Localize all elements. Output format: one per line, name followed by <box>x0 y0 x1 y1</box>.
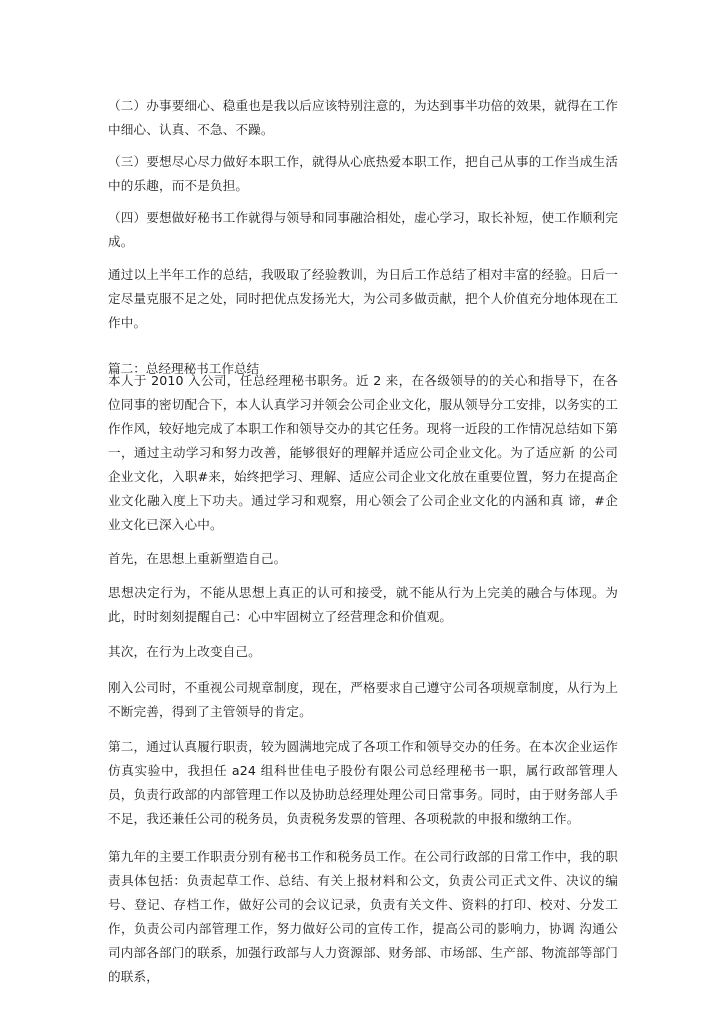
paragraph-point-two: （二）办事要细心、稳重也是我以后应该特别注意的，为达到事半功倍的效果，就得在工作中细心、认真、不急、不躁。 <box>108 98 618 137</box>
section-title: 篇二：总经理秘书工作总结 <box>108 361 260 376</box>
paragraph-responsibilities: 第九年的主要工作职责分别有秘书工作和税务员工作。在公司行政部的日常工作中，我的职责具体包括：负责起草工作、总结、有关上报材料和公文，负责公司正式文件、决议的编号、登记、存档工作，做好公司的会议记录，负责有关文件、资料的打印、校对、分发工作，负责公司内部管理工作，努力做好公司的宣传工作，提高公司的影响力，协调 沟通公司内部各部门的联系，加强行政部与人力资源部、财务部、市场部、生产部、物流部等部门的联系， <box>108 849 618 984</box>
paragraph-second-point: 其次，在行为上改变自己。 <box>108 644 261 659</box>
paragraph-rules: 刚入公司时，不重视公司规章制度，现在，严格要求自己遵守公司各项规章制度，从行为上不断完善，得到了主管领导的肯定。 <box>108 680 618 719</box>
paragraph-thought-behavior: 思想决定行为，不能从思想上真正的认可和接受，就不能从行为上完美的融合与体现。为此，时时刻刻提醒自己：心中牢固树立了经营理念和价值观。 <box>108 585 618 624</box>
paragraph-first-point: 首先，在思想上重新塑造自己。 <box>108 551 287 566</box>
paragraph-point-three: （三）要想尽心尽力做好本职工作，就得从心底热爱本职工作，把自己从事的工作当成生活中的乐趣，而不是负担。 <box>108 154 618 193</box>
paragraph-intro: 本人于 2010 入公司，任总经理秘书职务。近 2 来，在各级领导的的关心和指导下，在各位同事的密切配合下，本人认真学习并领会公司企业文化，服从领导分工安排，以务实的工作作风，较好地完成了本职工作和领导交办的其它任务。现将一近段的工作情况总结如下第一，通过主动学习和努力改善，能够很好的理解并适应公司企业文化。为了适应新 的公司企业文化，入职#来，始终把学习、理解、适应公司企业文化放在重要位置，努力在提高企业文化融入度上下功夫。通过学习和观察，用心领会了公司企业文化的内涵和真 谛，#企业文化已深入心中。 <box>108 373 618 532</box>
paragraph-point-four: （四）要想做好秘书工作就得与领导和同事融洽相处，虚心学习，取长补短，使工作顺利完成。 <box>108 210 618 249</box>
paragraph-duties: 第二，通过认真履行职责，较为圆满地完成了各项工作和领导交办的任务。在本次企业运作仿真实验中，我担任 a24 组科世佳电子股份有限公司总经理秘书一职，属行政部管理人员，负责行政部的内部管理工作以及协助总经理处理公司日常事务。同时，由于财务部人手不足，我还兼任公司的税务员，负责税务发票的管理、各项税款的申报和缴纳工作。 <box>108 739 618 826</box>
paragraph-half-year-summary: 通过以上半年工作的总结，我吸取了经验教训，为日后工作总结了相对丰富的经验。日后一定尽量克服不足之处，同时把优点发扬光大，为公司多做贡献，把个人价值充分地体现在工作中。 <box>108 267 618 330</box>
